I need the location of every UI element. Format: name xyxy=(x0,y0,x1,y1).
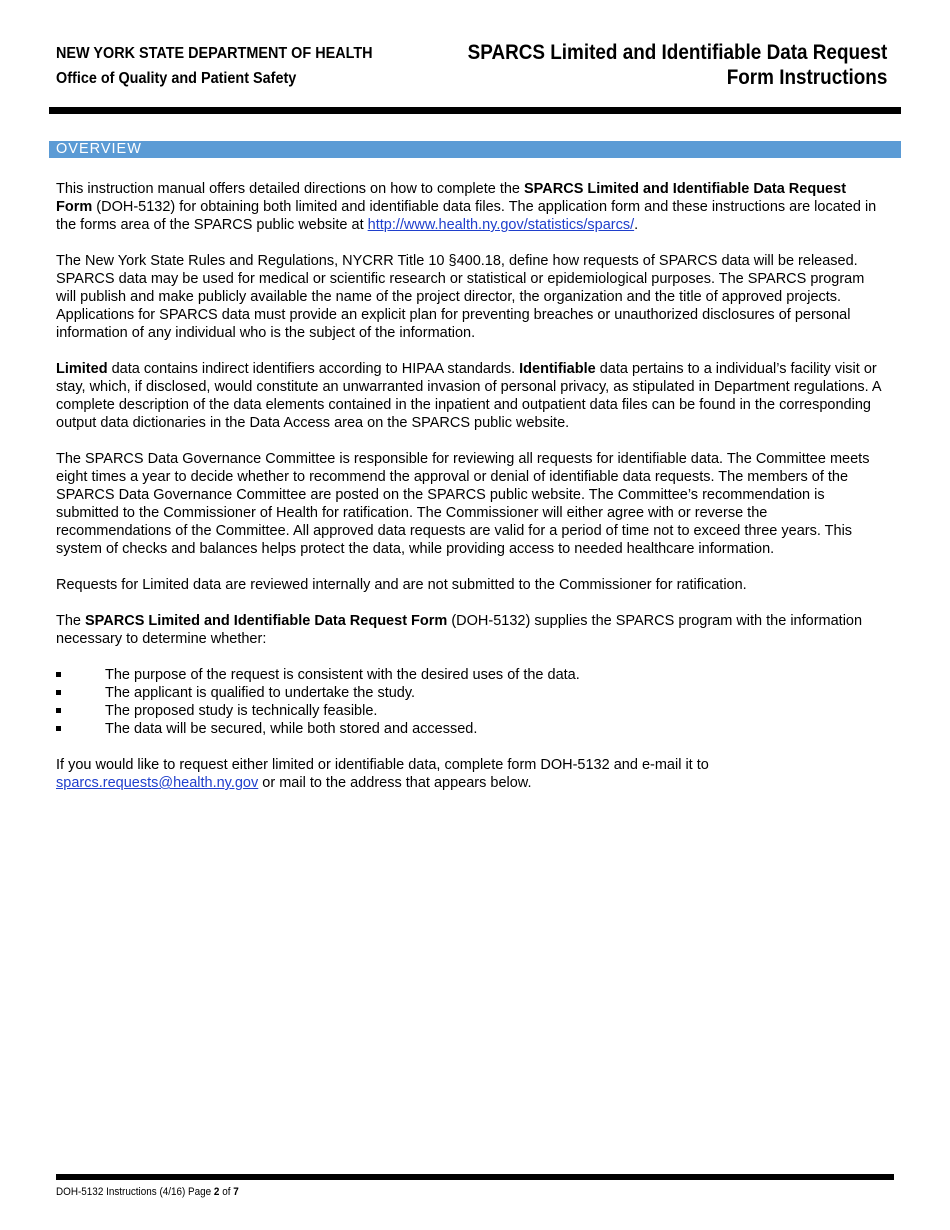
list-item: The purpose of the request is consistent with the desired uses of the data. xyxy=(56,666,886,684)
footer-divider xyxy=(56,1174,894,1180)
office-name: Office of Quality and Patient Safety xyxy=(56,70,297,87)
paragraph-intro: This instruction manual offers detailed directions on how to complete the SPARCS Limited and Identifiable Data Request Form (DOH-5132) for obtaining both limited and identifiable data files. The application form and these instructions are located in the forms area of the SPARCS public website at http://www.health.ny.gov/statistics/sparcs/. xyxy=(56,181,877,233)
square-bullet-icon xyxy=(56,726,61,731)
overview-content xyxy=(56,180,886,810)
square-bullet-icon xyxy=(56,672,61,677)
section-heading-bar xyxy=(49,141,901,158)
paragraph-committee: The SPARCS Data Governance Committee is responsible for reviewing all requests for identifiable data. The Committee meets eight times a year to decide whether to recommend the approval or denial of identifiable data requests. The members of the SPARCS Data Governance Committee are posted on the SPARCS public website. The Committee’s recommendation is submitted to the Commissioner of Health for ratification. The Commissioner will either agree with or reverse the recommendations of the Committee. All approved data requests are valid for a period of time not to exceed three years. This system of checks and balances helps protect the data, while providing access to needed healthcare information. xyxy=(56,451,870,557)
paragraph-form-purpose: The SPARCS Limited and Identifiable Data Request Form (DOH-5132) supplies the SPARCS program with the information necessary to determine whether: xyxy=(56,613,863,647)
paragraph-submission: If you would like to request either limited or identifiable data, complete form DOH-5132 and e-mail it to sparcs.requests@health.ny.gov or mail to the address that appears below. xyxy=(56,757,709,791)
limited-bold: Limited xyxy=(56,361,108,377)
document-title-line2: Form Instructions xyxy=(726,66,887,89)
page-number: 2 xyxy=(213,1186,220,1198)
sparcs-website-link[interactable]: http://www.health.ny.gov/statistics/sparcs/ xyxy=(367,217,635,233)
header-right xyxy=(421,40,887,90)
square-bullet-icon xyxy=(56,690,61,695)
page-footer: DOH-5132 Instructions (4/16) Page 2 of 7 xyxy=(56,1186,239,1198)
header-divider xyxy=(49,107,901,114)
header-left xyxy=(56,44,396,89)
form-name-bold: SPARCS Limited and Identifiable Data Request Form xyxy=(85,613,448,629)
list-item: The proposed study is technically feasible. xyxy=(56,702,886,720)
identifiable-bold: Identifiable xyxy=(519,361,596,377)
criteria-list xyxy=(56,666,886,738)
list-item: The applicant is qualified to undertake the study. xyxy=(56,684,886,702)
form-name-bold: SPARCS Limited and Identifiable Data Request Form xyxy=(56,181,847,215)
square-bullet-icon xyxy=(56,708,61,713)
page-total: 7 xyxy=(233,1186,239,1198)
document-title-line1: SPARCS Limited and Identifiable Data Request xyxy=(467,41,887,64)
department-name: NEW YORK STATE DEPARTMENT OF HEALTH xyxy=(56,45,373,62)
paragraph-limited-review: Requests for Limited data are reviewed internally and are not submitted to the Commissioner for ratification. xyxy=(56,577,747,593)
section-heading: OVERVIEW xyxy=(56,141,142,157)
list-item: The data will be secured, while both stored and accessed. xyxy=(56,720,886,738)
email-link[interactable]: sparcs.requests@health.ny.gov xyxy=(56,775,259,791)
paragraph-regulations: The New York State Rules and Regulations, NYCRR Title 10 §400.18, define how requests of SPARCS data will be released. SPARCS data may be used for medical or scientific research or statistical or epidemiological purposes. The SPARCS program will publish and make publicly available the name of the project director, the organization and the title of approved projects. Applications for SPARCS data must provide an explicit plan for preventing breaches or unauthorized disclosures of personal information of any individual who is the subject of the information. xyxy=(56,253,865,341)
paragraph-data-types: Limited data contains indirect identifiers according to HIPAA standards. Identifiable data pertains to a individual’s facility visit or stay, which, if disclosed, would constitute an unwarranted invasion of personal privacy, as stipulated in Department regulations. A complete description of the data elements contained in the inpatient and outpatient data files can be found in the corresponding output data dictionaries in the Data Access area on the SPARCS public website. xyxy=(56,361,881,431)
